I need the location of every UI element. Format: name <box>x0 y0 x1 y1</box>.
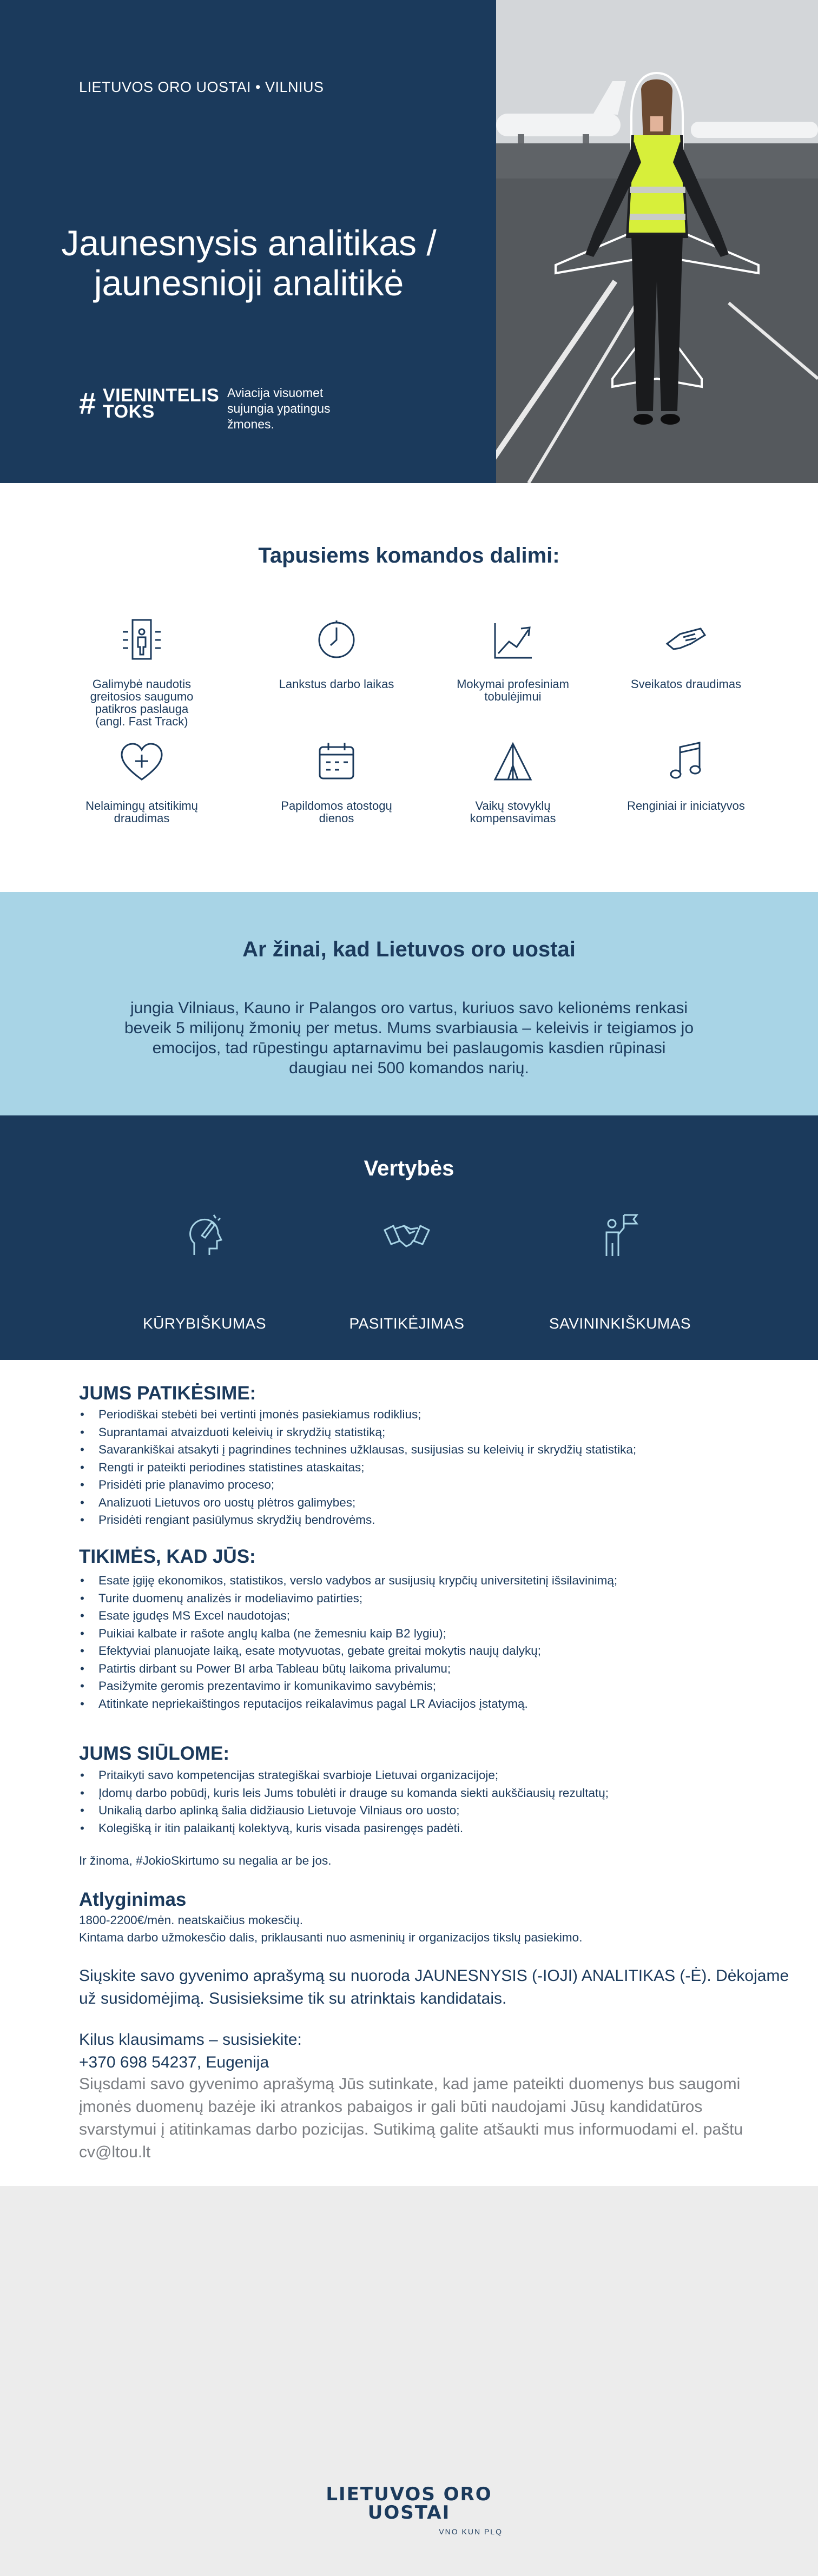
list-item: • Unikalią darbo aplinką šalia didžiausio Lietuvoje Vilniaus oro uosto; <box>79 1802 609 1820</box>
benefit-label: Papildomos atostogų dienos <box>281 799 392 825</box>
heart-plus-icon <box>117 737 166 786</box>
benefit-flexible-hours <box>277 616 396 690</box>
hero-description: Aviacija visuomet sujungia ypatingus žmones. <box>227 386 331 431</box>
list-item: • Puikiai kalbate ir rašote anglų kalba (ne žemesniu kaip B2 lygiu); <box>79 1625 617 1643</box>
list-item: • Prisidėti prie planavimo proceso; <box>79 1476 636 1494</box>
list-item: • Suprantamai atvaizduoti keleivių ir skrydžių statistiką; <box>79 1424 636 1442</box>
tent-icon <box>489 737 537 786</box>
benefit-label: Sveikatos draudimas <box>630 677 742 691</box>
list-item: • Prisidėti rengiant pasiūlymus skrydžių bendrovėms. <box>79 1511 636 1529</box>
music-note-icon <box>662 737 710 786</box>
list-item: • Rengti ir pateikti periodines statistines ataskaitas; <box>79 1459 636 1477</box>
calendar-icon <box>312 737 361 786</box>
contact-person[interactable]: +370 698 54237, Eugenija <box>79 2053 269 2071</box>
list-item: • Analizuoti Lietuvos oro uostų plėtros galimybes; <box>79 1494 636 1512</box>
benefits-title: Tapusiems komandos dalimi: <box>258 544 560 567</box>
list-item: • Esate įgiję ekonomikos, statistikos, verslo vadybos ar susijusių krypčių universitetinį išsilavinimą; <box>79 1572 617 1590</box>
job-title <box>32 223 465 303</box>
value-creativity <box>118 1211 291 1332</box>
footer <box>0 2186 818 2576</box>
did-you-know-text: jungia Vilniaus, Kauno ir Palangos oro vartus, kuriuos savo kelionėms renkasi beveik 5 milijonų žmonių per metus. Mums svarbiausia – keleivis ir teigiamos jo emocijos, tad rūpestingu aptarnavimu bei paslaugomis kasdien rūpinasi daugiau nei 500 komandos narių. <box>124 999 694 1077</box>
benefit-label: Galimybė naudotis greitosios saugumo patikros paslauga (angl. Fast Track) <box>90 677 194 728</box>
job-details-section <box>0 1360 818 2186</box>
list-item: • Atitinkate nepriekaištingos reputacijos reikalavimus pagal LR Aviacijos įstatymą. <box>79 1695 617 1713</box>
expect-title: TIKIMĖS, KAD JŪS: <box>79 1546 256 1567</box>
job-title-line1: Jaunesnysis analitikas / <box>61 223 437 263</box>
value-label: PASITIKĖJIMAS <box>349 1315 465 1332</box>
tag-line1: VIENINTELIS <box>103 385 220 406</box>
list-item: • Periodiškai stebėti bei vertinti įmonės pasiekiamus rodiklius; <box>79 1406 636 1424</box>
hero-location: LIETUVOS ORO UOSTAI • VILNIUS <box>79 79 324 95</box>
growth-chart-icon <box>489 616 537 664</box>
list-item: • Pasižymite geromis prezentavimo ir komunikavimo savybėmis; <box>79 1677 617 1695</box>
job-title-line2: jaunesnioji analitikė <box>94 263 404 303</box>
entrust-title: JUMS PATIKĖSIME: <box>79 1383 256 1404</box>
benefit-kids-camps <box>453 737 572 824</box>
benefit-label: Lankstus darbo laikas <box>279 677 394 691</box>
benefit-fast-track <box>82 616 201 728</box>
value-trust <box>320 1211 493 1332</box>
benefit-label: Vaikų stovyklų kompensavimas <box>470 799 556 825</box>
airport-worker-illustration <box>496 0 818 483</box>
list-item: • Savarankiškai atsakyti į pagrindines technines užklausas, susijusias su keleivių ir skrydžių statistika; <box>79 1441 636 1459</box>
value-label: KŪRYBIŠKUMAS <box>143 1315 266 1332</box>
tag-line2: TOKS <box>103 401 155 422</box>
list-item: • Įdomų darbo pobūdį, kuris leis Jums tobulėti ir drauge su komanda siekti aukščiausių rezultatų; <box>79 1785 609 1802</box>
hero-text-panel <box>0 0 496 483</box>
flag-person-icon <box>596 1211 644 1259</box>
value-ownership <box>533 1211 707 1332</box>
value-label: SAVININKIŠKUMAS <box>549 1315 691 1332</box>
benefit-label: Mokymai profesiniam tobulėjimui <box>457 677 569 703</box>
entrust-list <box>79 1406 636 1529</box>
security-scanner-icon <box>117 616 166 664</box>
company-logo[interactable] <box>315 2485 503 2536</box>
privacy-line1: Siųsdami savo gyvenimo aprašymą Jūs sutinkate, kad jame pateikti duomenys bus saugomi <box>79 2075 741 2093</box>
list-item: • Efektyviai planuojate laiką, esate motyvuotas, gebate greitai mokytis naujų dalykų; <box>79 1642 617 1660</box>
values-section <box>0 1115 818 1360</box>
benefit-health-insurance <box>626 616 746 690</box>
benefit-events <box>626 737 746 812</box>
expect-list <box>79 1572 617 1713</box>
offer-title: JUMS SIŪLOME: <box>79 1743 230 1764</box>
contact-title: Kilus klausimams – susisiekite: <box>79 2031 302 2049</box>
benefit-label: Nelaimingų atsitikimų draudimas <box>85 799 198 825</box>
list-item: • Kolegišką ir itin palaikantį kolektyvą, kuris visada pasirengęs padėti. <box>79 1820 609 1838</box>
salary-title: Atlyginimas <box>79 1889 187 1910</box>
privacy-email[interactable]: cv@ltou.lt <box>79 2143 151 2161</box>
privacy-line3: svarstymui į atitinkamas darbo pozicijas. Sutikimą galite atšaukti mus informuodami el. paštu <box>79 2121 743 2138</box>
benefit-training <box>453 616 572 703</box>
did-you-know-section <box>0 892 818 1115</box>
salary-range: 1800-2200€/mėn. neatskaičius mokesčių. <box>79 1913 303 1927</box>
privacy-line2: įmonės duomenų bazėje iki atrankos pabaigos ir gali būti naudojami Jūsų kandidatūros <box>79 2098 703 2116</box>
hero-banner <box>0 0 818 483</box>
logo-airport-codes: VNO KUN PLQ <box>439 2527 503 2536</box>
hand-care-icon <box>662 616 710 664</box>
list-item: • Pritaikyti savo kompetencijas strategiškai svarbioje Lietuvai organizacijoje; <box>79 1767 609 1785</box>
inclusion-note: Ir žinoma, #JokioSkirtumo su negalia ar be jos. <box>79 1854 332 1867</box>
apply-line1: Siųskite savo gyvenimo aprašymą su nuoroda JAUNESNYSIS (-IOJI) ANALITIKAS (-Ė). Dėkojame <box>79 1967 789 1985</box>
vienintelis-toks-tag <box>79 387 219 420</box>
clock-icon <box>312 616 361 664</box>
logo-wordmark: LIETUVOS ORO UOSTAI <box>326 2483 492 2524</box>
list-item: • Turite duomenų analizės ir modeliavimo patirties; <box>79 1590 617 1608</box>
apply-line2: už susidomėjimą. Susisieksime tik su atrinktais kandidatais. <box>79 1990 507 2007</box>
handshake-icon <box>382 1211 431 1259</box>
values-title: Vertybės <box>364 1157 454 1180</box>
creative-mind-icon <box>180 1211 229 1259</box>
offer-list <box>79 1767 609 1837</box>
list-item: • Patirtis dirbant su Power BI arba Tableau būtų laikoma privalumu; <box>79 1660 617 1678</box>
did-you-know-title: Ar žinai, kad Lietuvos oro uostai <box>242 937 576 961</box>
salary-variable: Kintama darbo užmokesčio dalis, priklausanti nuo asmeninių ir organizacijos tikslų pasiekimo. <box>79 1931 583 1944</box>
benefit-label: Renginiai ir iniciatyvos <box>627 799 745 813</box>
benefit-extra-vacation <box>277 737 396 824</box>
benefit-accident-insurance <box>82 737 201 824</box>
hash-symbol: # <box>79 386 96 420</box>
hero-photo <box>496 0 818 483</box>
benefits-section <box>0 483 818 892</box>
list-item: • Esate įgudęs MS Excel naudotojas; <box>79 1607 617 1625</box>
